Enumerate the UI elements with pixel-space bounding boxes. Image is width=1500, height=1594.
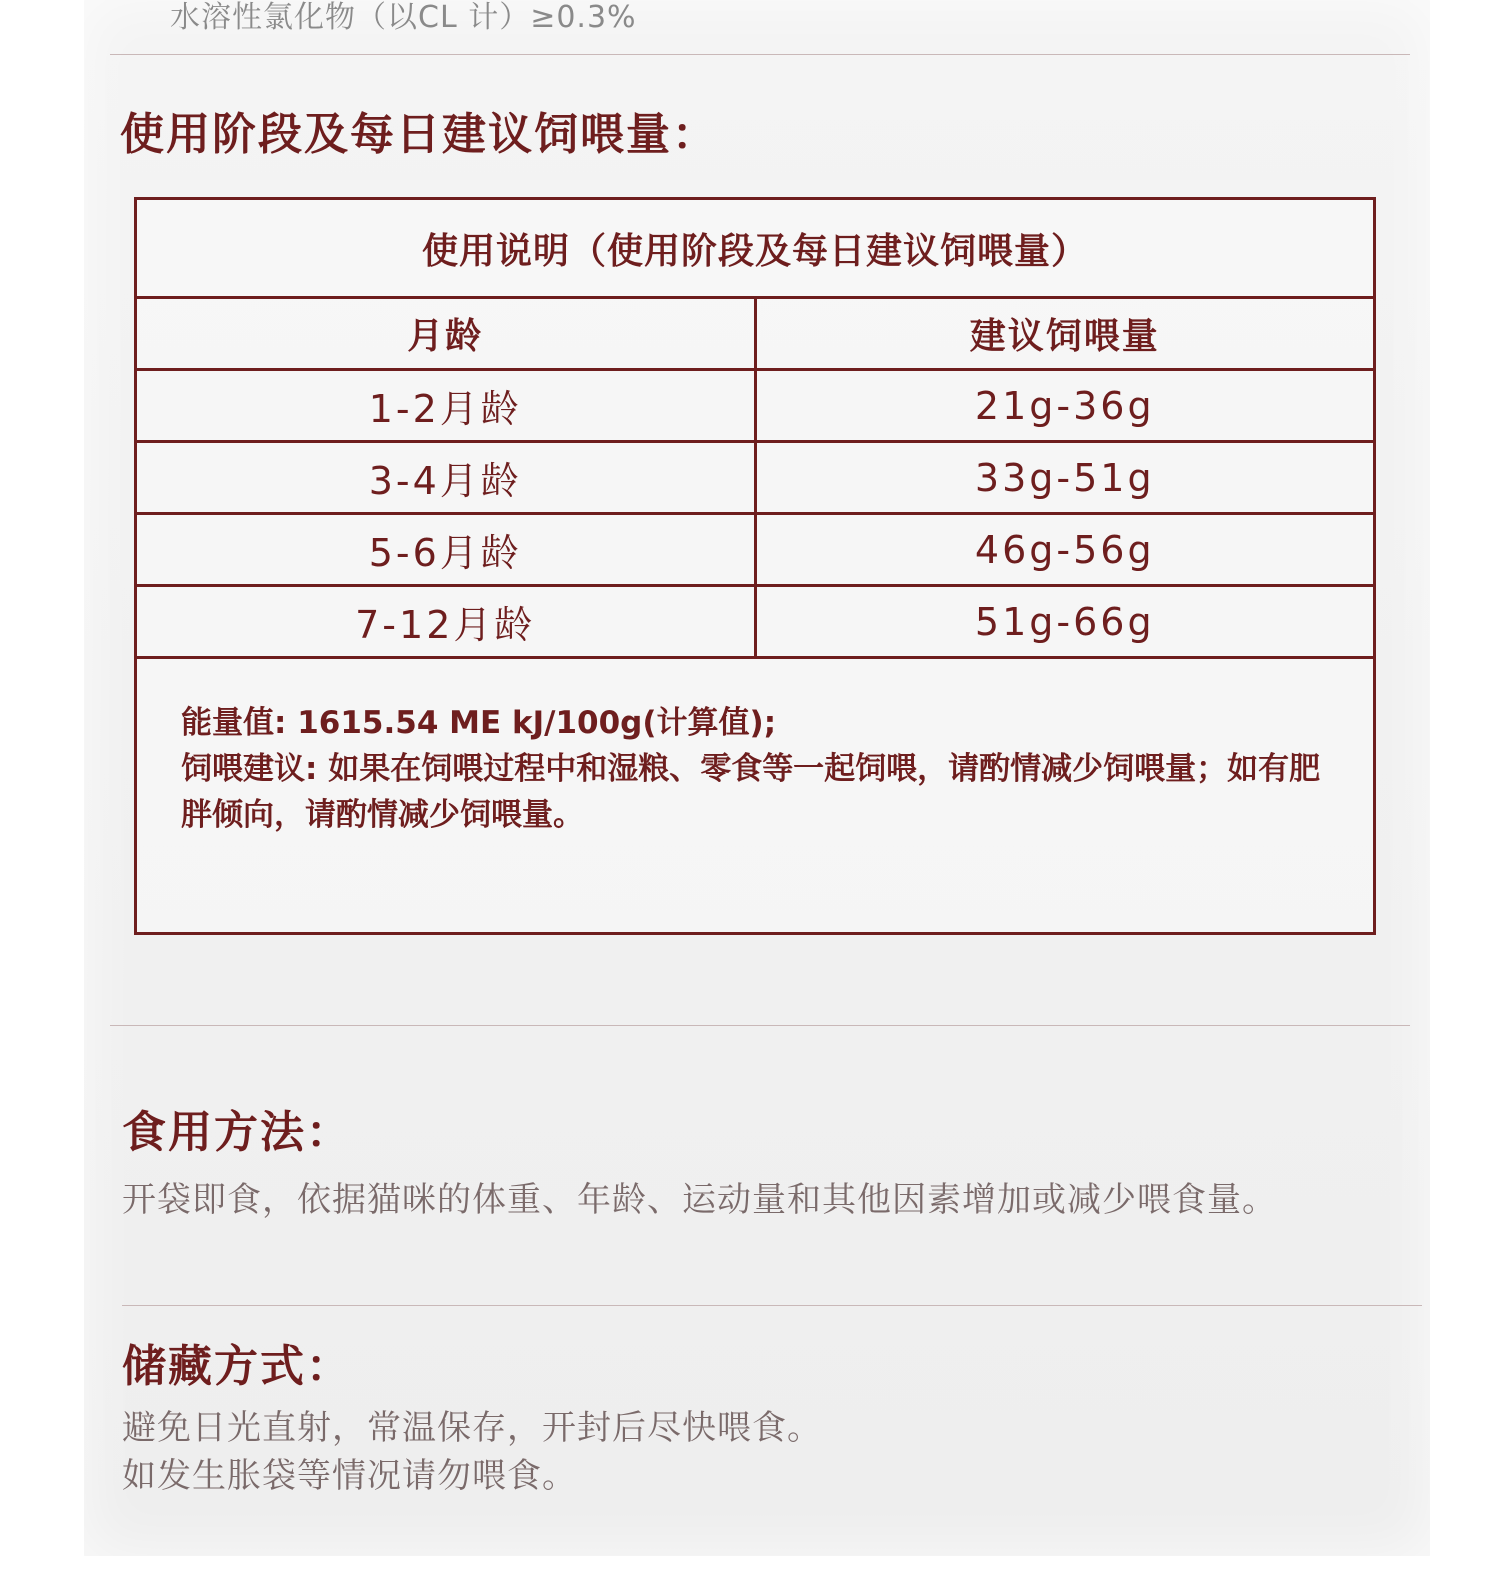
- age-cell: 7-12月龄: [137, 587, 757, 656]
- amount-cell: 51g-66g: [974, 599, 1155, 644]
- table-row: [137, 371, 1373, 443]
- age-cell: 1-2月龄: [137, 371, 757, 440]
- table-title: 使用说明（使用阶段及每日建议饲喂量）: [137, 200, 1373, 299]
- table-row: [137, 443, 1373, 515]
- amount-cell: 21g-36g: [974, 383, 1155, 428]
- divider: [122, 1305, 1422, 1306]
- header-amount: 建议饲喂量: [969, 316, 1160, 357]
- stage-heading: 使用阶段及每日建议饲喂量：: [120, 109, 718, 160]
- divider: [110, 1025, 1410, 1026]
- age-cell: 3-4月龄: [137, 443, 757, 512]
- storage-heading: 储藏方式：: [122, 1341, 352, 1392]
- header-age: 月龄: [137, 299, 757, 368]
- amount-cell: 46g-56g: [974, 527, 1155, 572]
- energy-note: 能量值: 1615.54 ME kJ/100g(计算值);: [181, 705, 777, 741]
- age-cell: 5-6月龄: [137, 515, 757, 584]
- method-heading: 食用方法：: [122, 1107, 352, 1158]
- table-row: [137, 587, 1373, 659]
- feeding-table: [134, 197, 1376, 935]
- method-text: 开袋即食，依据猫咪的体重、年龄、运动量和其他因素增加或减少喂食量。: [122, 1180, 1277, 1220]
- divider: [110, 54, 1410, 55]
- cutoff-nutrient-line: 水溶性氯化物（以CL 计）≥0.3%: [170, 0, 637, 35]
- feeding-advice: 饲喂建议: 如果在饲喂过程中和湿粮、零食等一起饲喂，请酌情减少饲喂量；如有肥胖倾向，请酌情减少饲喂量。: [181, 751, 1321, 833]
- storage-text-line1: 避免日光直射，常温保存，开封后尽快喂食。: [122, 1408, 822, 1448]
- amount-cell: 33g-51g: [974, 455, 1155, 500]
- table-header-row: [137, 299, 1373, 371]
- storage-text-line2: 如发生胀袋等情况请勿喂食。: [122, 1456, 577, 1496]
- table-row: [137, 515, 1373, 587]
- table-notes: [181, 700, 1331, 838]
